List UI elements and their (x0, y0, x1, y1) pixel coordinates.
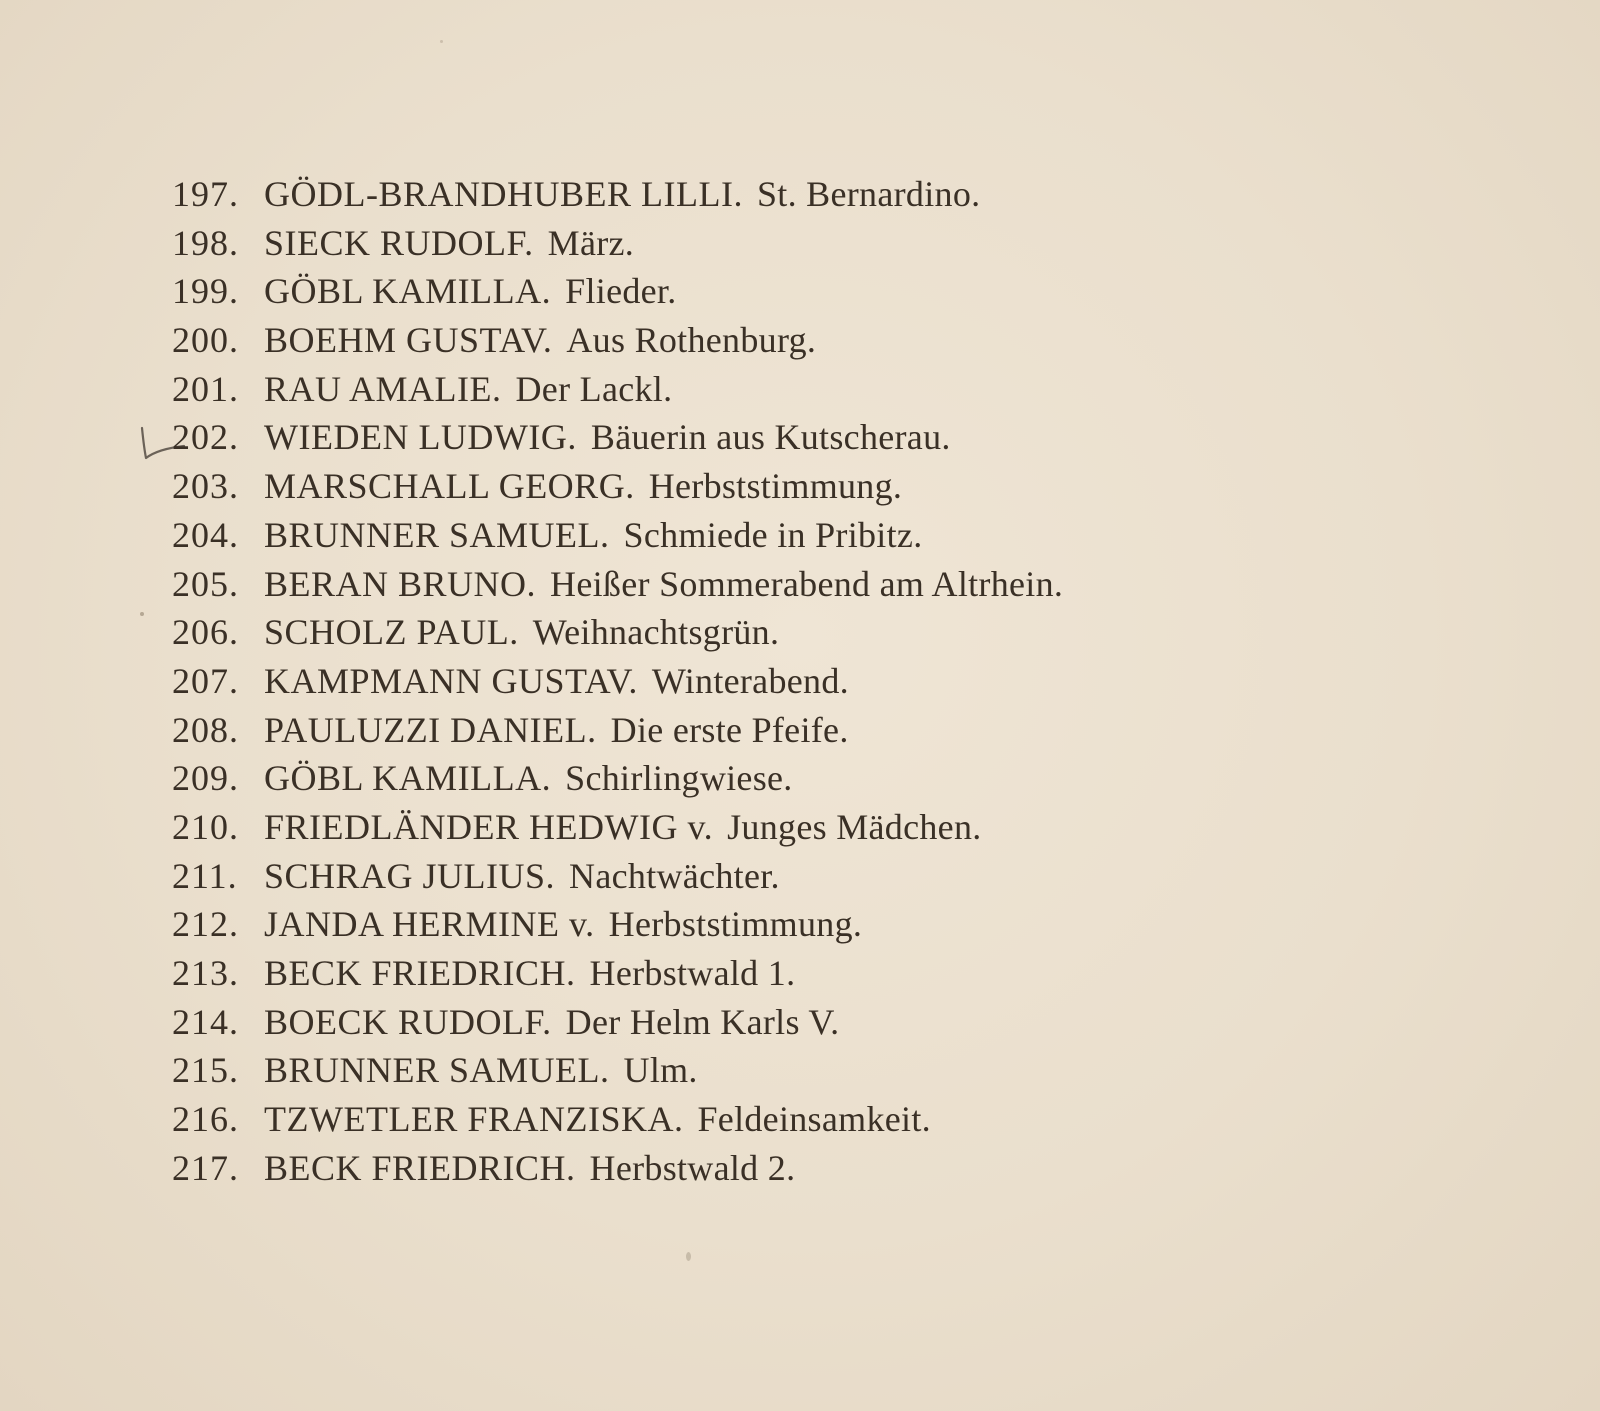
entry-artist: SIECK RUDOLF. (264, 222, 534, 263)
catalog-entry (172, 949, 1063, 998)
catalog-entry (172, 170, 1063, 219)
paper-speck (686, 1252, 691, 1261)
entry-title: Junges Mädchen. (727, 806, 982, 847)
catalog-entry (172, 706, 1063, 755)
catalog-entry (172, 1095, 1063, 1144)
entry-number: 215. (172, 1050, 239, 1091)
entry-title: Schirlingwiese. (565, 758, 793, 799)
entry-artist: BOECK RUDOLF. (264, 1001, 552, 1042)
catalog-entry (172, 365, 1063, 414)
entry-number: 213. (172, 953, 239, 993)
catalog-entry (172, 608, 1063, 657)
catalog-entry (172, 1046, 1063, 1095)
entry-number: 200. (172, 320, 239, 361)
entry-number: 205. (172, 563, 239, 604)
entry-number: 203. (172, 466, 239, 507)
catalog-entry (172, 413, 1063, 462)
catalog-entry (172, 511, 1063, 560)
entry-title: März. (547, 222, 635, 263)
paper-speck (440, 40, 443, 43)
entry-number: 206. (172, 612, 239, 653)
entry-artist: GÖBL KAMILLA. (264, 758, 552, 799)
catalog-entry (172, 852, 1063, 901)
entry-artist: BRUNNER SAMUEL. (264, 514, 610, 555)
catalog-entry (172, 560, 1063, 609)
entry-title: Herbststimmung. (608, 904, 863, 945)
entry-title: St. Bernardino. (756, 174, 981, 214)
entry-artist: SCHOLZ PAUL. (264, 612, 519, 653)
entry-artist: JANDA HERMINE v. (264, 904, 595, 945)
entry-number: 199. (172, 271, 239, 312)
catalog-entry (172, 219, 1063, 268)
entry-artist: KAMPMANN GUSTAV. (264, 660, 638, 701)
entry-title: Herbstwald 2. (589, 1147, 796, 1188)
entry-number: 202. (172, 417, 239, 458)
entry-artist: GÖDL-BRANDHUBER LILLI. (264, 174, 743, 214)
entry-number: 204. (172, 514, 239, 555)
catalog-entry (172, 316, 1063, 365)
catalog-entry (172, 267, 1063, 316)
catalog-entry (172, 900, 1063, 949)
catalog-entry (172, 803, 1063, 852)
paper-speck (140, 612, 144, 616)
entry-number: 201. (172, 368, 239, 409)
entry-artist: FRIEDLÄNDER HEDWIG v. (264, 806, 714, 847)
entry-number: 197. (172, 174, 239, 214)
entry-number: 211. (172, 855, 238, 896)
entry-artist: BRUNNER SAMUEL. (264, 1050, 610, 1091)
entry-number: 209. (172, 758, 239, 799)
entry-title: Flieder. (565, 271, 677, 312)
entry-title: Der Helm Karls V. (565, 1001, 840, 1042)
entry-artist: MARSCHALL GEORG. (264, 466, 635, 507)
entry-number: 214. (172, 1001, 239, 1042)
catalog-entry (172, 998, 1063, 1047)
entry-title: Nachtwächter. (569, 855, 780, 896)
entry-title: Heißer Sommerabend am Altrhein. (550, 563, 1064, 604)
entry-artist: RAU AMALIE. (264, 368, 502, 409)
entry-number: 217. (172, 1147, 239, 1188)
catalog-entry-list (172, 170, 1063, 1192)
entry-number: 210. (172, 806, 239, 847)
catalog-entry (172, 462, 1063, 511)
entry-artist: BECK FRIEDRICH. (264, 1147, 576, 1188)
entry-artist: WIEDEN LUDWIG. (264, 417, 577, 458)
entry-artist: PAULUZZI DANIEL. (264, 709, 597, 750)
entry-number: 212. (172, 904, 239, 945)
entry-title: Herbststimmung. (648, 466, 903, 507)
entry-number: 207. (172, 660, 239, 701)
entry-title: Feldeinsamkeit. (697, 1099, 931, 1140)
entry-number: 198. (172, 222, 239, 263)
entry-artist: TZWETLER FRANZISKA. (264, 1099, 684, 1140)
entry-title: Die erste Pfeife. (610, 709, 849, 750)
entry-artist: SCHRAG JULIUS. (264, 855, 556, 896)
entry-number: 208. (172, 709, 239, 750)
entry-title: Bäuerin aus Kutscherau. (590, 417, 951, 458)
entry-title: Herbstwald 1. (589, 953, 796, 993)
entry-artist: BOEHM GUSTAV. (264, 320, 553, 361)
entry-title: Winterabend. (651, 660, 849, 701)
catalog-entry (172, 657, 1063, 706)
entry-artist: BECK FRIEDRICH. (264, 953, 576, 993)
entry-title: Weihnachtsgrün. (532, 612, 780, 653)
entry-artist: GÖBL KAMILLA. (264, 271, 552, 312)
entry-title: Aus Rothenburg. (566, 320, 817, 361)
entry-title: Schmiede in Pribitz. (623, 514, 923, 555)
entry-title: Ulm. (623, 1050, 698, 1091)
entry-title: Der Lackl. (515, 368, 673, 409)
entry-number: 216. (172, 1099, 239, 1140)
catalog-entry (172, 754, 1063, 803)
catalog-entry (172, 1144, 1063, 1193)
entry-artist: BERAN BRUNO. (264, 563, 537, 604)
